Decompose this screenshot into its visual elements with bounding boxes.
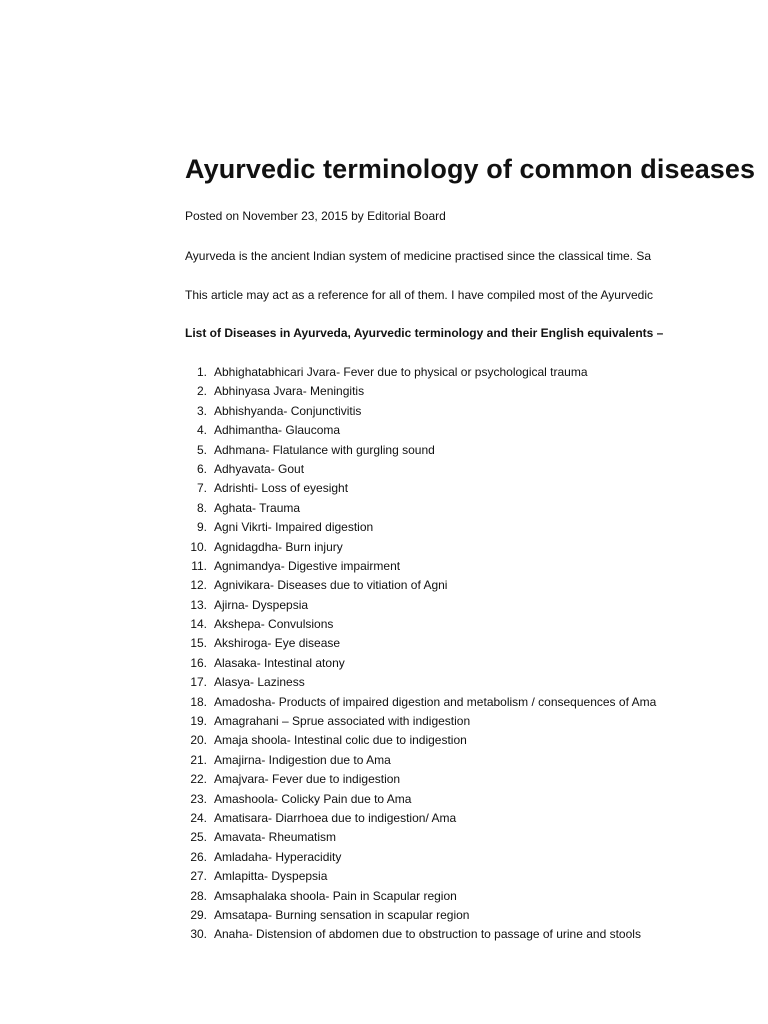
disease-list [185,363,656,945]
list-item [185,596,656,615]
list-item-text: Amsatapa- Burning sensation in scapular region [214,907,470,922]
list-item [185,887,656,906]
list-item-number: 13. [190,597,207,612]
list-item-text: Adhyavata- Gout [214,461,305,476]
list-item-text: Amajirna- Indigestion due to Ama [214,752,391,767]
list-item-number: 18. [190,694,207,709]
list-item [185,712,656,731]
list-item-text: Ajirna- Dyspepsia [214,597,309,612]
list-item [185,538,656,557]
list-item-number: 5. [196,442,207,457]
list-item [185,634,656,653]
list-item-number: 20. [190,733,207,748]
list-heading: List of Diseases in Ayurveda, Ayurvedic terminology and their English equivalents – [185,326,664,340]
list-item-number: 29. [190,907,207,922]
list-item-number: 30. [190,927,207,942]
list-item-text: Agnimandya- Digestive impairment [214,558,401,573]
list-item-text: Abhishyanda- Conjunctivitis [214,403,362,418]
list-item-number: 25. [190,830,207,845]
list-item-text: Amagrahani – Sprue associated with indigestion [214,714,471,729]
list-item-number: 7. [196,481,207,496]
list-item-text: Adhimantha- Glaucoma [214,423,341,438]
article-title: Ayurvedic terminology of common diseases [185,154,756,184]
list-item-number: 14. [190,617,207,632]
post-meta: Posted on November 23, 2015 by Editorial Board [185,209,446,223]
list-item-text: Aghata- Trauma [214,500,301,515]
list-item [185,557,656,576]
list-item [185,402,656,421]
list-item-text: Amadosha- Products of impaired digestion and metabolism / consequences of Ama [214,694,657,709]
list-item-text: Adrishti- Loss of eyesight [214,481,349,496]
list-item-number: 1. [196,365,207,379]
list-item [185,654,656,673]
list-item-text: Alasaka- Intestinal atony [214,655,345,670]
list-item [185,848,656,867]
list-item-number: 8. [196,500,207,515]
list-item-text: Adhmana- Flatulance with gurgling sound [214,442,435,457]
list-item-text: Agnidagdha- Burn injury [214,539,343,554]
list-item-number: 24. [190,810,207,825]
list-item-number: 2. [196,384,207,399]
list-item [185,693,656,712]
list-item-number: 19. [190,714,207,729]
list-item-number: 21. [190,752,207,767]
list-item [185,363,656,382]
list-item-text: Alasya- Laziness [214,675,305,690]
list-item [185,382,656,401]
list-item-number: 9. [196,520,207,535]
list-item-text: Abhighatabhicari Jvara- Fever due to physical or psychological trauma [214,365,588,379]
list-item-number: 16. [190,655,207,670]
article-page [185,0,756,1024]
list-item-text: Amaja shoola- Intestinal colic due to indigestion [214,733,467,748]
list-item [185,790,656,809]
list-item-number: 23. [190,791,207,806]
list-item [185,867,656,886]
list-item [185,751,656,770]
list-item [185,770,656,789]
list-item [185,518,656,537]
list-item-number: 17. [190,675,207,690]
list-item-text: Amladaha- Hyperacidity [214,849,342,864]
list-item-number: 15. [190,636,207,651]
list-item-number: 22. [190,772,207,787]
list-item [185,828,656,847]
list-item-number: 10. [190,539,207,554]
list-item-text: Amavata- Rheumatism [214,830,337,845]
list-item [185,460,656,479]
list-item-text: Agni Vikrti- Impaired digestion [214,520,374,535]
list-item [185,576,656,595]
intro-paragraph: Ayurveda is the ancient Indian system of medicine practised since the classical time. Sa [185,249,652,263]
list-item [185,615,656,634]
list-item-text: Amlapitta- Dyspepsia [214,869,328,884]
list-item-text: Amatisara- Diarrhoea due to indigestion/ Ama [214,810,457,825]
list-item [185,421,656,440]
list-item-number: 27. [190,869,207,884]
list-item [185,499,656,518]
list-item-text: Amajvara- Fever due to indigestion [214,772,401,787]
list-item-text: Abhinyasa Jvara- Meningitis [214,384,365,399]
list-item-text: Anaha- Distension of abdomen due to obstruction to passage of urine and stools [214,927,641,942]
list-item-number: 12. [190,578,207,593]
list-item [185,925,656,944]
list-item-number: 26. [190,849,207,864]
list-item [185,441,656,460]
list-item-text: Amashoola- Colicky Pain due to Ama [214,791,412,806]
list-item-number: 28. [190,888,207,903]
list-item [185,479,656,498]
list-item-number: 3. [196,403,207,418]
reference-paragraph: This article may act as a reference for all of them. I have compiled most of the Ayurvedic [185,288,653,302]
list-item [185,731,656,750]
list-item-number: 4. [196,423,207,438]
list-item-text: Amsaphalaka shoola- Pain in Scapular region [214,888,457,903]
list-item [185,673,656,692]
list-item [185,906,656,925]
list-item [185,809,656,828]
list-item-number: 11. [191,558,207,573]
list-item-text: Agnivikara- Diseases due to vitiation of Agni [214,578,448,593]
list-item-text: Akshiroga- Eye disease [214,636,341,651]
list-item-number: 6. [196,461,207,476]
list-item-text: Akshepa- Convulsions [214,617,334,632]
